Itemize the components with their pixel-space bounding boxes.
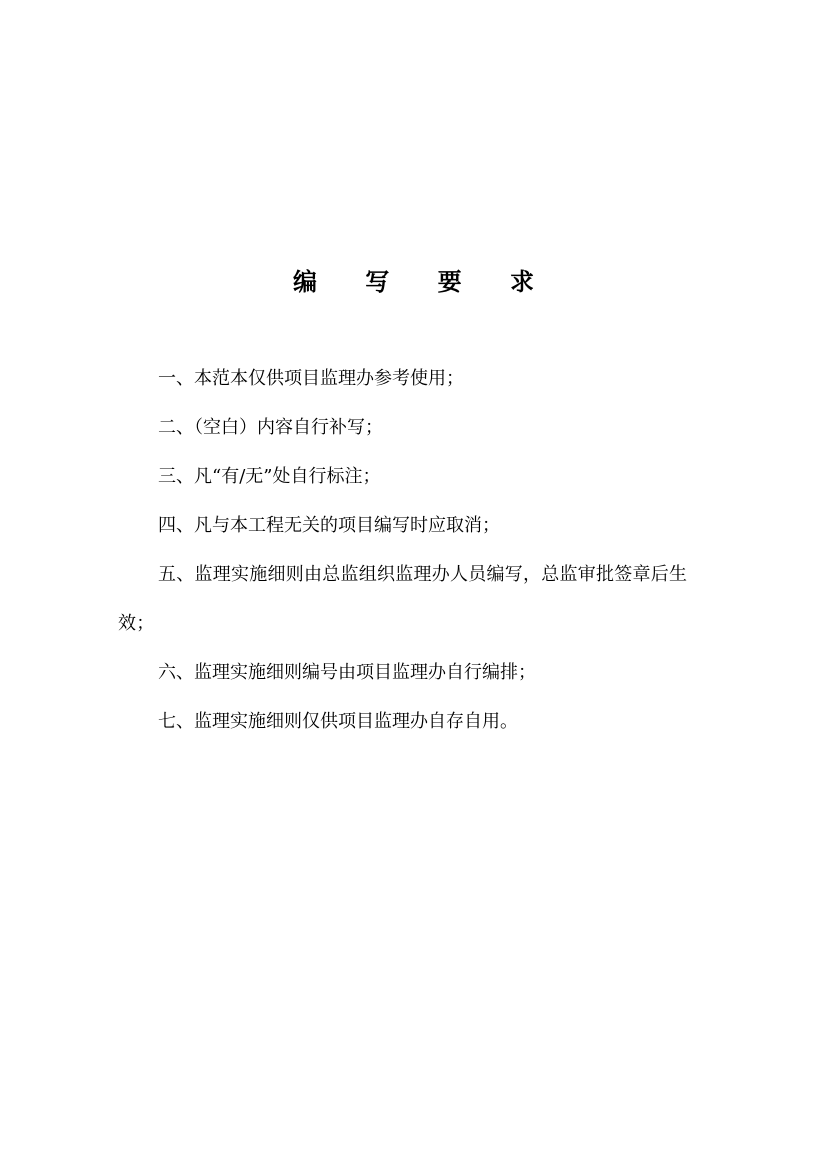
requirement-item-6: 六、监理实施细则编号由项目监理办自行编排； [158, 662, 536, 683]
requirement-item-2: 二、（空白）内容自行补写； [158, 417, 383, 438]
requirement-item-4: 四、凡与本工程无关的项目编写时应取消； [158, 515, 500, 536]
page-title: 编 写 要 求 [292, 267, 555, 296]
requirement-item-1: 一、本范本仅供项目监理办参考使用； [158, 368, 464, 389]
requirement-item-7: 七、监理实施细则仅供项目监理办自存自用。 [158, 711, 518, 732]
requirements-list [118, 354, 718, 746]
requirement-item-5: 五、监理实施细则由总监组织监理办人员编写，总监审批签章后生效； [118, 564, 688, 634]
requirement-item-3: 三、凡“有/无”处自行标注； [158, 466, 381, 487]
